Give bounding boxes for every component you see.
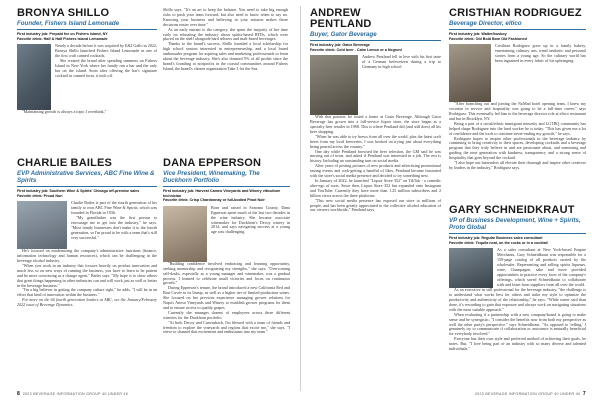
divider: [163, 186, 290, 187]
first-job: First industry job: Prepaid fee on Fishers Island, NY: [17, 32, 108, 36]
page-number: 7: [582, 391, 586, 397]
profile-title: VP of Business Development, Wine + Spirits, Proto Global: [449, 217, 581, 231]
footer-label: 2023 BEVERAGE INFORMATION GROUP 40 UNDER 40: [474, 392, 581, 396]
profile-name: CHARLIE BAILES: [17, 157, 113, 169]
footer-right: [475, 391, 586, 397]
profile-name: BRONYA SHILLO: [17, 7, 110, 19]
profile-photo: [17, 44, 51, 110]
footer-label: 2023 BEVERAGE INFORMATION GROUP 40 UNDER 40: [22, 392, 129, 396]
favorite-drink: Favorite drink: Cold beer - Calm Lemon or a Negroni: [310, 47, 402, 52]
profile-body-rest: "After branching out and joining the NoMad hotel opening team, I knew my vocation in service and hospitality was going to be a full-time career," says Rodriguez. This eventually led him to the beverage director role at eltico restaurant and bar in Brooklyn, NY. Being a part of a racial/ethnic immigrant minority and LGTBQ community has helped shape Rodriguez into the hard worker he is today. "This has given me a lot of confidence and the tools to continue never-ending my growth," he says. Rodriguez hopes to inspire other professionals in the beverage industry by continuing to bring creativity to their spaces, developing cocktails and a beverage program that they truly believe in and are passionate about, and mentoring and guiding the next generation with kindness, transparency and a strong sense of hospitality that goes beyond the cocktail. "I also hope our bartenders all elevate their thorough and inspire other creatives by leaders in the industry," Rodriguez says.: [449, 101, 586, 170]
profile-body: Charlie Bailes is part of the fourth generation of his family to own ABC Fine Wine & Spirits, which was founded in Florida in 1936. "My grandfather was the first person to encourage me to get into the industry," he says. "Most family businesses don't make it to the fourth generation, so I'm proud to be with a team that's still very successful.": [71, 200, 157, 240]
profile-photo: [310, 55, 358, 115]
footer-left: [17, 391, 128, 397]
favorite-drink: Favorite drink: Crisp Chardonnay or full-bodied Pinot Noir: [163, 198, 265, 203]
profile-body: Nearly a decade before it was acquired by E&J Gallo in 2022, Bronya Shillo launched Fishers Island Lemonade as one of the first craft canned cocktails. She created the brand after spending summers on Fishers Island in New York where her family ran a bar and the only bar on the island. Soon after offering the bar's signature cocktail in canned form, it took off.: [55, 43, 157, 78]
profile-body: Andrew Pentland fell in love with his first taste of a German hefeweizen during a trip to Germany in high school.: [362, 54, 441, 69]
profile-body: As a sales consultant at New York-based Empire Merchants, Gary Schneidkraut was responsible for a 150-page catalog of all products carried by the wholesaler. Representing and selling spirits liqueurs, wine, Champagne, sake and more provided opportunities to practice every facet of the company's offerings, which saved Schneidkraut to collaborate with and learn from suppliers from all over the world.: [497, 247, 586, 287]
profile-cristhian-rodriguez: [449, 8, 586, 171]
profile-charlie-bailes: [17, 158, 157, 308]
profile-name: CRISTHIAN RODRIGUEZ: [449, 7, 582, 19]
profile-bronya-shillo: [17, 8, 157, 115]
divider: [449, 233, 586, 234]
divider: [310, 40, 441, 41]
profile-photo: [449, 248, 493, 288]
profile-photo: [17, 201, 67, 249]
first-job: First industry job: Southern Wine & Spirits' Chicago off-premise sales: [17, 189, 140, 193]
profile-name: DANA EPPERSON: [163, 157, 262, 169]
profile-body-rest: "Building confidence involved embracing and learning opportunity, seeking mentorship and recognizing my strengths," she says. "Overcoming self-doubt, especially as a young manager and winemaker, was a gradual process. I learned to celebrate small victories and focus on continuous growth." During Epperson's tenure, the brand introduced a new California Red and Brut Cuvée to its lineup, as well as a higher tier of limited production wines. She focused on her previous experience managing grower relations for Napa's Artesa Vineyards and Winery to establish grower programs for them and to ensure access to quality grapes. Currently she manages dozens of employees across three different wineries for the Duckhorn portfolio. "At both Decoy and Canvasback, I'm blessed with a team of friends and freedom to explore the vineyards and regions that excite me," she says. "I strive to channel that excitement and enthusiasm into my team.": [163, 260, 290, 335]
profile-name: ANDREW PENTLAND: [310, 7, 372, 30]
profile-body-rest: He's focused on modernizing the company's administrative functions (finance, information technology and human resources), which can be challenging in the beverage alcohol industry. "When you work in an industry that focuses heavily on product innovation and much less so on new ways of running the business, you have to learn to be patient and be more convincing as a change agent," Bailes says. "My hope is to show others that great things happening in other industries can and will work just as well or better in the beverage business." "I'm a big believer in getting the company culture right," he adds. "I will be in an effort that kind of innovation within the business." For more on the 60 fourth generation leaders at ABC, see the January/February 2022 issue of Beverage Dynamics.: [17, 248, 157, 308]
page-number: 8: [17, 391, 21, 397]
first-job: First industry job: Harvest Cameo Vineyards and Winery viticulture technician: [163, 189, 281, 198]
profile-photo: [163, 206, 207, 262]
profile-bronya-continued: Shillo says. "It's an art to keep the balance. You need to take big enough risks to push your team forward, but also need to know when to say no. Knowing your business and believing in your mission makes those decisions easier over time." As an early entrant to the category, she spent the majority of her time early on educating the industry about spirits-based RTDs, which were placed on the shelf alongside hard seltzers and malt-based beverages. Thanks to the brand's success, Shillo founded a local scholarship for high school seniors interested in entrepreneurship, and a local brand ambassador program for aspiring sales and marketing professionals to learn about the beverage industry. She's also donated 5% of all profits since the brand's founding to nonprofits in the coastal communities around Fishers Island, the brand's chosen organization Take 3 for the Sea.: [163, 7, 288, 71]
page-gutter: [300, 6, 301, 391]
divider: [17, 186, 157, 187]
profile-title: Vice President, Winemaking, The Duckhorn Portfolio: [163, 170, 260, 184]
profile-body: Born and raised in Sonoma County, Dana Epperson spent much of the last two decades in the wine industry. She became associate winemaker for Duckhorn's Decoy winery in 2014, and says navigating success at a young age was challenging.: [211, 204, 290, 235]
favorite-drink: Favorite drink: Tequila neat, on the rocks or in a cocktail: [449, 240, 548, 245]
profile-photo: [449, 44, 491, 102]
profile-body: Cristhian Rodriguez grew up in a family bakery, entertaining culinary arts, trend aesthetic and personal stories from a young age. So the culinary world has been ingrained in every fabric of his upbringing.: [495, 43, 586, 63]
profile-body-rest: As an executive in still professional for the beverage industry, "the challenge is to understand what works best for others and tailor my style to optimize the productivity and authenticity of the relationship," he says. "While easier said than done, it's rewarding to gain that exposure and always work on navigating situations with the most suitable approach." When evaluating if a partnership with a new company/brand is going to make sense and be synergistic, "I consider the benefits now from both my perspective as well the other party's perspective," says Schneidkraut. "As opposed to 'selling,' I genuinely try to communicate if collaboration or assistance is mutually beneficial for everybody involved." Everyone has their own style and preferred method of achieving their goals, he notes. But, "I love being part of an industry with so many diverse and talented individuals.": [449, 287, 586, 352]
profile-name: GARY SCHNEIDKRAUT: [449, 204, 575, 216]
profile-andrew-pentland: [310, 8, 441, 213]
first-job: First industry job: Regular Business sales consultant: [449, 236, 543, 240]
favorite-drink: Favorite drink: Proud Nun: [17, 193, 63, 198]
profile-title: EVP Administrative Services, ABC Fine Wine & Spirits: [17, 170, 155, 184]
profile-body-quote: "Maintaining growth is always a topic I overthink,": [22, 109, 107, 115]
profile-title: Founder, Fishers Island Lemonade: [17, 20, 120, 27]
profile-body-rest: With that passion, he found a home at Gator Beverage. Although Gator Beverage has grown into a full-service liquor store, the store began as a specialty beer retailer in 1988. This is where Pentland did (and still does) all his beer shopping. "When he was able to try brews from all over the world, plus the latest craft beers from my local breweries, I was hooked on trying just about everything being poured across the country." One day while Pentland browsed the beer selection, the GM said he was moving out of town, and asked if Pentland was interested in a job. The rest is history. Including an outstanding turn on social media. After years of posting pictures of new products and advertising promotional tasting events and cork-getting a handful of likes, Pentland became frustrated with the store's social media presence and decided to try something new. In January of 2022, he launched "Liquor Store 352" on TikTok - a comedic alter-ego of sorts. Since then, Liquor Store 352 has expanded onto Instagram and YouTube. Currently they have more than 1.25 million subscribers and 2 billion views across the three platforms. "This new social media presence has exposed our store to millions of people, and has been greatly appreciated to the collective alcohol education of our viewers worldwide," Pentland says.: [310, 114, 441, 213]
favorite-drink: Favorite drink: Half & Half Fishers Island Lemonade: [17, 36, 108, 41]
profile-dana-epperson: [163, 158, 290, 335]
profile-gary-schneidkraut: [449, 205, 586, 352]
profile-title: Buyer, Gator Beverage: [310, 31, 377, 38]
first-job: First industry job: Waiter/busboy: [449, 32, 507, 36]
divider: [17, 29, 157, 30]
profile-title: Beverage Director, eltico: [449, 20, 522, 27]
divider: [449, 29, 586, 30]
favorite-drink: Favorite drink: Old Bold Bom Old Fashioned: [449, 36, 527, 41]
first-job: First industry job: Gator Beverage: [310, 43, 370, 47]
